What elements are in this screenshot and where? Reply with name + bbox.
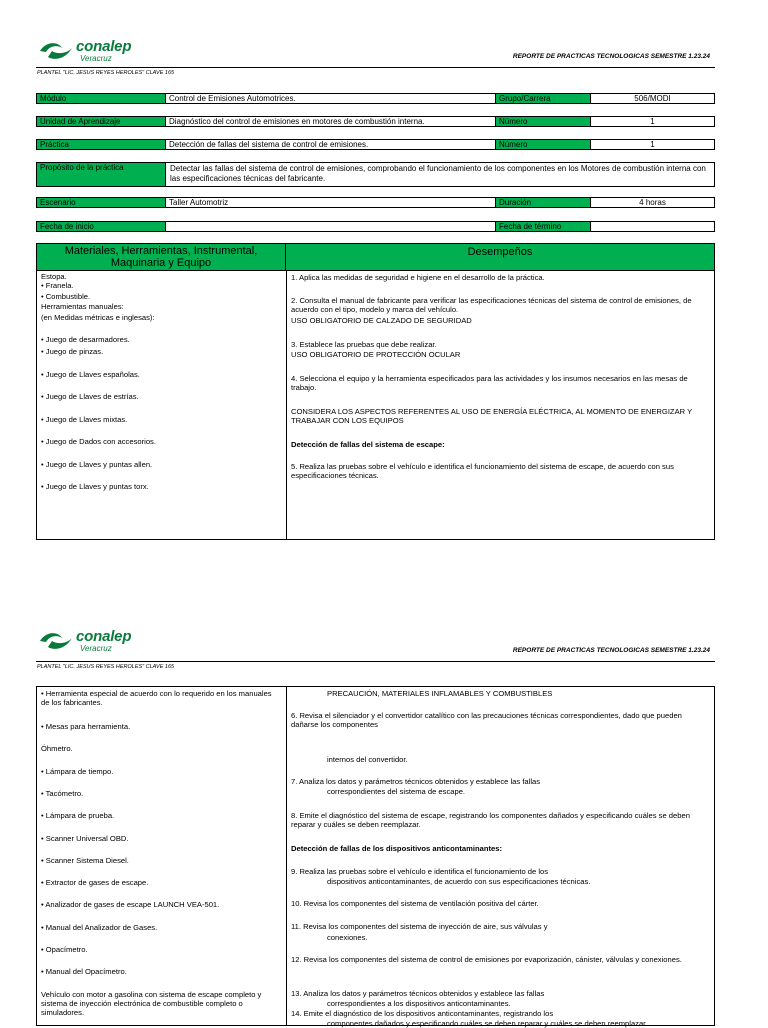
list-item: • Lámpara de prueba.: [41, 811, 115, 820]
duracion-value: 4 horas: [590, 197, 715, 208]
materials-header: Materiales, Herramientas, Instrumental, Maquinaria y Equipo: [37, 244, 286, 270]
list-item: internos del convertidor.: [327, 755, 408, 764]
list-item: conexiones.: [327, 933, 368, 942]
list-item: • Tacómetro.: [41, 789, 84, 798]
proposito-label: Propósito de la práctica: [36, 162, 166, 187]
list-item: Herramientas manuales:: [41, 302, 124, 311]
list-item: • Mesas para herramienta.: [41, 722, 131, 731]
list-item: Óhmetro.: [41, 744, 73, 753]
inicio-value: [165, 221, 496, 232]
list-item: • Juego de Llaves y puntas torx.: [41, 482, 149, 491]
list-item: • Opacímetro.: [41, 945, 88, 954]
modulo-label: Módulo: [36, 93, 166, 104]
list-item: • Scanner Sistema Diesel.: [41, 856, 129, 865]
list-item: 13. Analiza los datos y parámetros técnicos obtenidos y establece las fallas: [291, 989, 545, 998]
list-item: 3. Establece las pruebas que debe realizar.: [291, 340, 437, 349]
list-item: Vehículo con motor a gasolina con sistema de escape completo y sistema de inyección electrónica de combustible completo o simuladores.: [41, 990, 262, 1017]
header-divider: [36, 67, 715, 68]
list-item: 2. Consulta el manual de fabricante para verificar las especificaciones técnicas del sistema de control de emisiones, de acuerdo con el tipo, modelo y marca del vehículo.: [291, 296, 692, 314]
termino-value: [590, 221, 715, 232]
list-item: • Juego de pinzas.: [41, 347, 104, 356]
conalep-logo: [38, 39, 131, 63]
row-practica: [36, 139, 715, 150]
plantel-label: PLANTEL "LIC. JESUS REYES HEROLES" CLAVE 165: [37, 664, 175, 670]
list-item: • Juego de Llaves y puntas allen.: [41, 460, 153, 469]
row-modulo: [36, 93, 715, 104]
list-item: 9. Realiza las pruebas sobre el vehículo e identifica el funcionamiento de los: [291, 867, 549, 876]
list-item: • Manual del Analizador de Gases.: [41, 923, 158, 932]
numero-unidad-value: 1: [590, 116, 715, 127]
report-title: REPORTE DE PRACTICAS TECNOLOGICAS SEMESTRE 1.23.24: [512, 647, 710, 654]
inicio-label: Fecha de inicio: [36, 221, 166, 232]
warning-text: PRECAUCIÓN, MATERIALES INFLAMABLES Y COMBUSTIBLES: [327, 689, 553, 698]
list-item: correspondientes del sistema de escape.: [327, 787, 466, 796]
numero-practica-value: 1: [590, 139, 715, 150]
proposito-value: Detectar las fallas del sistema de control de emisiones, comprobando el funcionamiento de los componentes en los Motores de combustión interna con las especificaciones técnicas del fabricante.: [165, 162, 715, 187]
logo-sub: Veracruz: [80, 644, 112, 653]
numero-practica-label: Número: [495, 139, 591, 150]
materials-column: [37, 270, 287, 539]
grupo-label: Grupo/Carrera: [495, 93, 591, 104]
row-proposito: [36, 162, 715, 187]
unidad-label: Unidad de Aprendizaje: [36, 116, 166, 127]
list-item: USO OBLIGATORIO DE CALZADO DE SEGURIDAD: [291, 316, 472, 325]
performance-header: Desempeños: [467, 246, 533, 258]
escenario-label: Escenario: [36, 197, 166, 208]
grupo-value: 506/MODI: [590, 93, 715, 104]
performance-column: [287, 270, 714, 539]
list-item: 6. Revisa el silenciador y el convertidor catalítico con las precauciones técnicas correspondientes, dado que pueden dañarse los componentes: [291, 711, 682, 729]
list-item: • Extractor de gases de escape.: [41, 878, 149, 887]
list-item: 14. Emite el diagnóstico de los dispositivos anticontaminantes, registrando los: [291, 1009, 554, 1018]
section-heading: Detección de fallas del sistema de escape:: [291, 440, 445, 449]
logo-name: conalep: [76, 38, 132, 55]
plantel-label: PLANTEL "LIC. JESUS REYES HEROLES" CLAVE 165: [37, 70, 175, 76]
list-item: • Franela.: [41, 281, 74, 290]
list-item: 7. Analiza los datos y parámetros técnicos obtenidos y establece las fallas: [291, 777, 541, 786]
table-header: [37, 244, 714, 271]
modulo-value: Control de Emisiones Automotrices.: [165, 93, 531, 104]
list-item: • Juego de Llaves de estrías.: [41, 392, 139, 401]
list-item: • Herramienta especial de acuerdo con lo requerido en los manuales de los fabricantes.: [41, 689, 272, 707]
list-item: • Juego de Llaves mixtas.: [41, 415, 128, 424]
list-item: 1. Aplica las medidas de seguridad e higiene en el desarrollo de la práctica.: [291, 273, 545, 282]
list-item: 8. Emite el diagnóstico del sistema de escape, registrando los componentes dañados y especificando cuáles se deben reparar y cuáles se deben reemplazar.: [291, 811, 690, 829]
section-heading: Detección de fallas de los dispositivos anticontaminantes:: [291, 844, 502, 853]
unidad-value: Diagnóstico del control de emisiones en motores de combustión interna.: [165, 116, 496, 127]
conalep-logo-icon: [38, 629, 74, 651]
list-item: CONSIDERA LOS ASPECTOS REFERENTES AL USO DE ENERGÍA ELÉCTRICA, AL MOMENTO DE ENERGIZAR Y TRABAJAR CON LOS EQUIPOS: [291, 407, 693, 425]
materials-column: [37, 687, 287, 1025]
list-item: componentes dañados y especificando cuáles se deben reparar y cuáles se deben reemplazar.: [327, 1019, 648, 1028]
list-item: • Juego de Dados con accesorios.: [41, 437, 156, 446]
duracion-label: Duración: [495, 197, 591, 208]
row-escenario: [36, 197, 715, 208]
list-item: • Juego de Llaves españolas.: [41, 370, 140, 379]
list-item: • Combustible.: [41, 292, 91, 301]
conalep-logo: [38, 629, 131, 653]
row-unidad: [36, 116, 715, 127]
list-item: • Juego de desarmadores.: [41, 335, 130, 344]
report-title: REPORTE DE PRACTICAS TECNOLOGICAS SEMESTRE 1.23.24: [512, 53, 710, 60]
list-item: 11. Revisa los componentes del sistema de inyección de aire, sus válvulas y: [291, 922, 548, 931]
numero-unidad-label: Número: [495, 116, 591, 127]
list-item: correspondientes a los dispositivos anticontaminantes.: [327, 999, 511, 1008]
list-item: 10. Revisa los componentes del sistema de ventilación positiva del cárter.: [291, 899, 539, 908]
list-item: dispositivos anticontaminantes, de acuerdo con sus especificaciones técnicas.: [327, 877, 591, 886]
practica-label: Práctica: [36, 139, 166, 150]
continuation-table: [36, 686, 715, 1026]
performance-column: [287, 687, 714, 1028]
escenario-value: Taller Automotriz: [165, 197, 496, 208]
list-item: • Scanner Universal OBD.: [41, 834, 129, 843]
list-item: USO OBLIGATORIO DE PROTECCIÓN OCULAR: [291, 350, 461, 359]
header-divider: [36, 661, 715, 662]
conalep-logo-icon: [38, 39, 74, 61]
logo-name: conalep: [76, 628, 132, 645]
list-item: Estopa.: [41, 272, 67, 281]
list-item: 4. Selecciona el equipo y la herramienta especificados para las actividades y los insumos necesarios en las mesas de trabajo.: [291, 374, 688, 392]
list-item: 12. Revisa los componentes del sistema de control de emisiones por evaporización, cánister, válvulas y conexiones.: [291, 955, 682, 964]
row-fechas: [36, 221, 715, 232]
logo-sub: Veracruz: [80, 54, 112, 63]
list-item: • Lámpara de tiempo.: [41, 767, 114, 776]
list-item: • Analizador de gases de escape LAUNCH VEA-501.: [41, 900, 220, 909]
list-item: (en Medidas métricas e inglesas):: [41, 313, 155, 322]
list-item: • Manual del Opacímetro.: [41, 967, 127, 976]
practica-value: Detección de fallas del sistema de control de emisiones.: [165, 139, 496, 150]
materials-performance-table: [36, 243, 715, 540]
termino-label: Fecha de término: [495, 221, 591, 232]
list-item: 5. Realiza las pruebas sobre el vehículo e identifica el funcionamiento del sistema de escape, de acuerdo con sus especificaciones técnicas.: [291, 462, 674, 480]
